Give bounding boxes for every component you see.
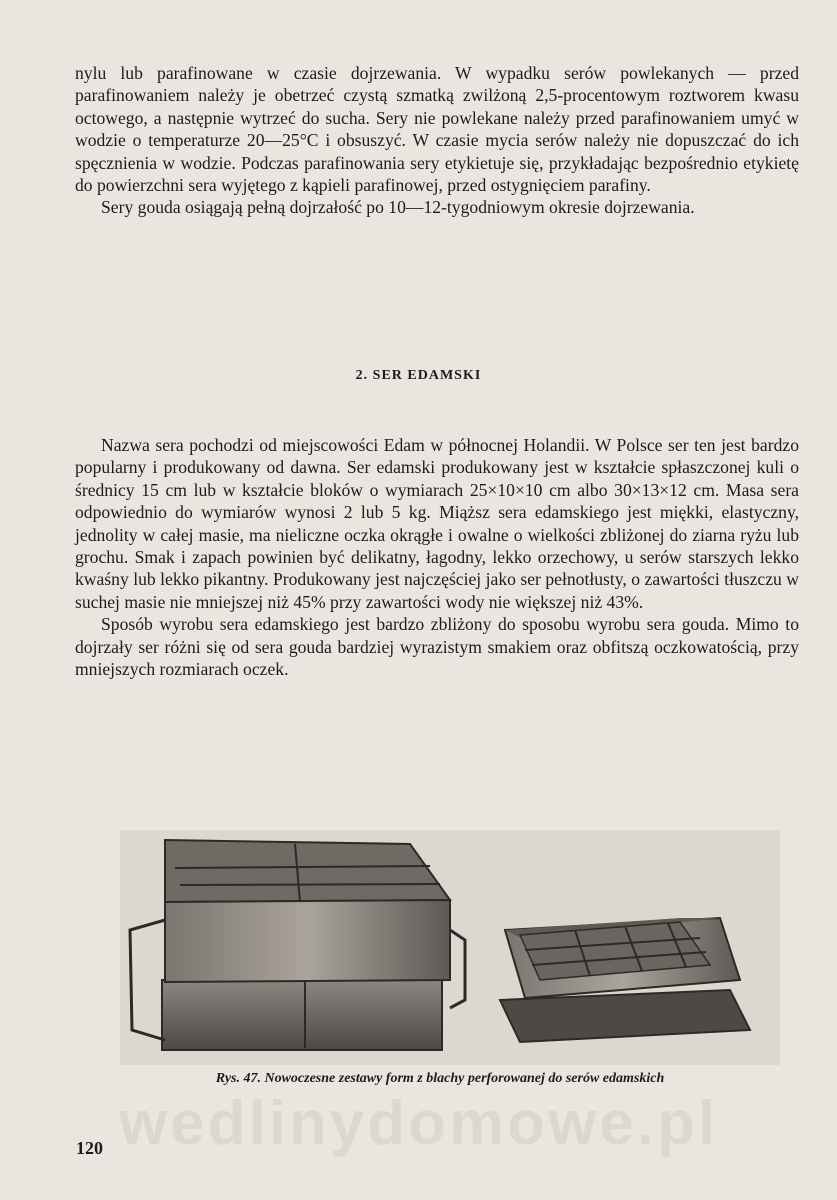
page-number: 120	[76, 1138, 103, 1158]
section-heading: 2. SER EDAMSKI	[355, 368, 482, 383]
paragraph: nylu lub parafinowane w czasie dojrzewania. W wypadku serów powlekanych — przed parafinowaniem należy je obetrzeć czystą szmatką zwilżoną 2,5-procentowym roztworem kwasu octowego, a następnie wytrzeć do sucha. Sery nie powlekane należy przed parafinowaniem umyć w wodzie o temperaturze 20—25°C i obsuszyć. W czasie mycia serów należy nie dopuszczać do ich spęcznienia w wodzie. Podczas parafinowania sery etykietuje się, przykładając bezpośrednio etykietę do powierzchni sera wyjętego z kąpieli parafinowej, przed ostygnięciem parafiny.	[75, 63, 799, 196]
paragraph: Sposób wyrobu sera edamskiego jest bardzo zbliżony do sposobu wyrobu sera gouda. Mimo to dojrzały ser różni się od sera gouda bardziej wyrazistym smakiem oraz obfitszą oczkowatością, przy mniejszych rozmiarach oczek.	[75, 614, 799, 680]
text-block-section	[75, 434, 799, 680]
watermark: wedlinydomowe.pl	[118, 1089, 719, 1158]
figure-cheese-molds	[120, 830, 780, 1065]
paragraph: Sery gouda osiągają pełną dojrzałość po 10—12-tygodniowym okresie dojrzewania.	[101, 197, 695, 218]
text-block-top	[75, 62, 799, 219]
large-mold-set	[130, 840, 465, 1050]
small-mold-set	[500, 918, 750, 1042]
figure-caption: Rys. 47. Nowoczesne zestawy form z blachy perforowanej do serów edamskich	[215, 1071, 665, 1086]
paragraph: Nazwa sera pochodzi od miejscowości Edam w północnej Holandii. W Polsce ser ten jest bardzo popularny i produkowany od dawna. Ser edamski produkowany jest w kształcie spłaszczonej kuli o średnicy 15 cm lub w kształcie bloków o wymiarach 25×10×10 cm albo 30×13×12 cm. Masa sera odpowiednio do wymiarów wynosi 2 lub 5 kg. Miąższ sera edamskiego jest miękki, elastyczny, jednolity w całej masie, ma nieliczne oczka okrągłe i owalne o wielkości zbliżonej do ziarna ryżu lub grochu. Smak i zapach powinien być delikatny, łagodny, lekko orzechowy, u serów starszych lekko kwaśny lub lekko pikantny. Produkowany jest najczęściej jako ser pełnotłusty, o zawartości tłuszczu w suchej masie nie mniejszej niż 45% przy zawartości wody nie większej niż 43%.	[75, 435, 799, 612]
